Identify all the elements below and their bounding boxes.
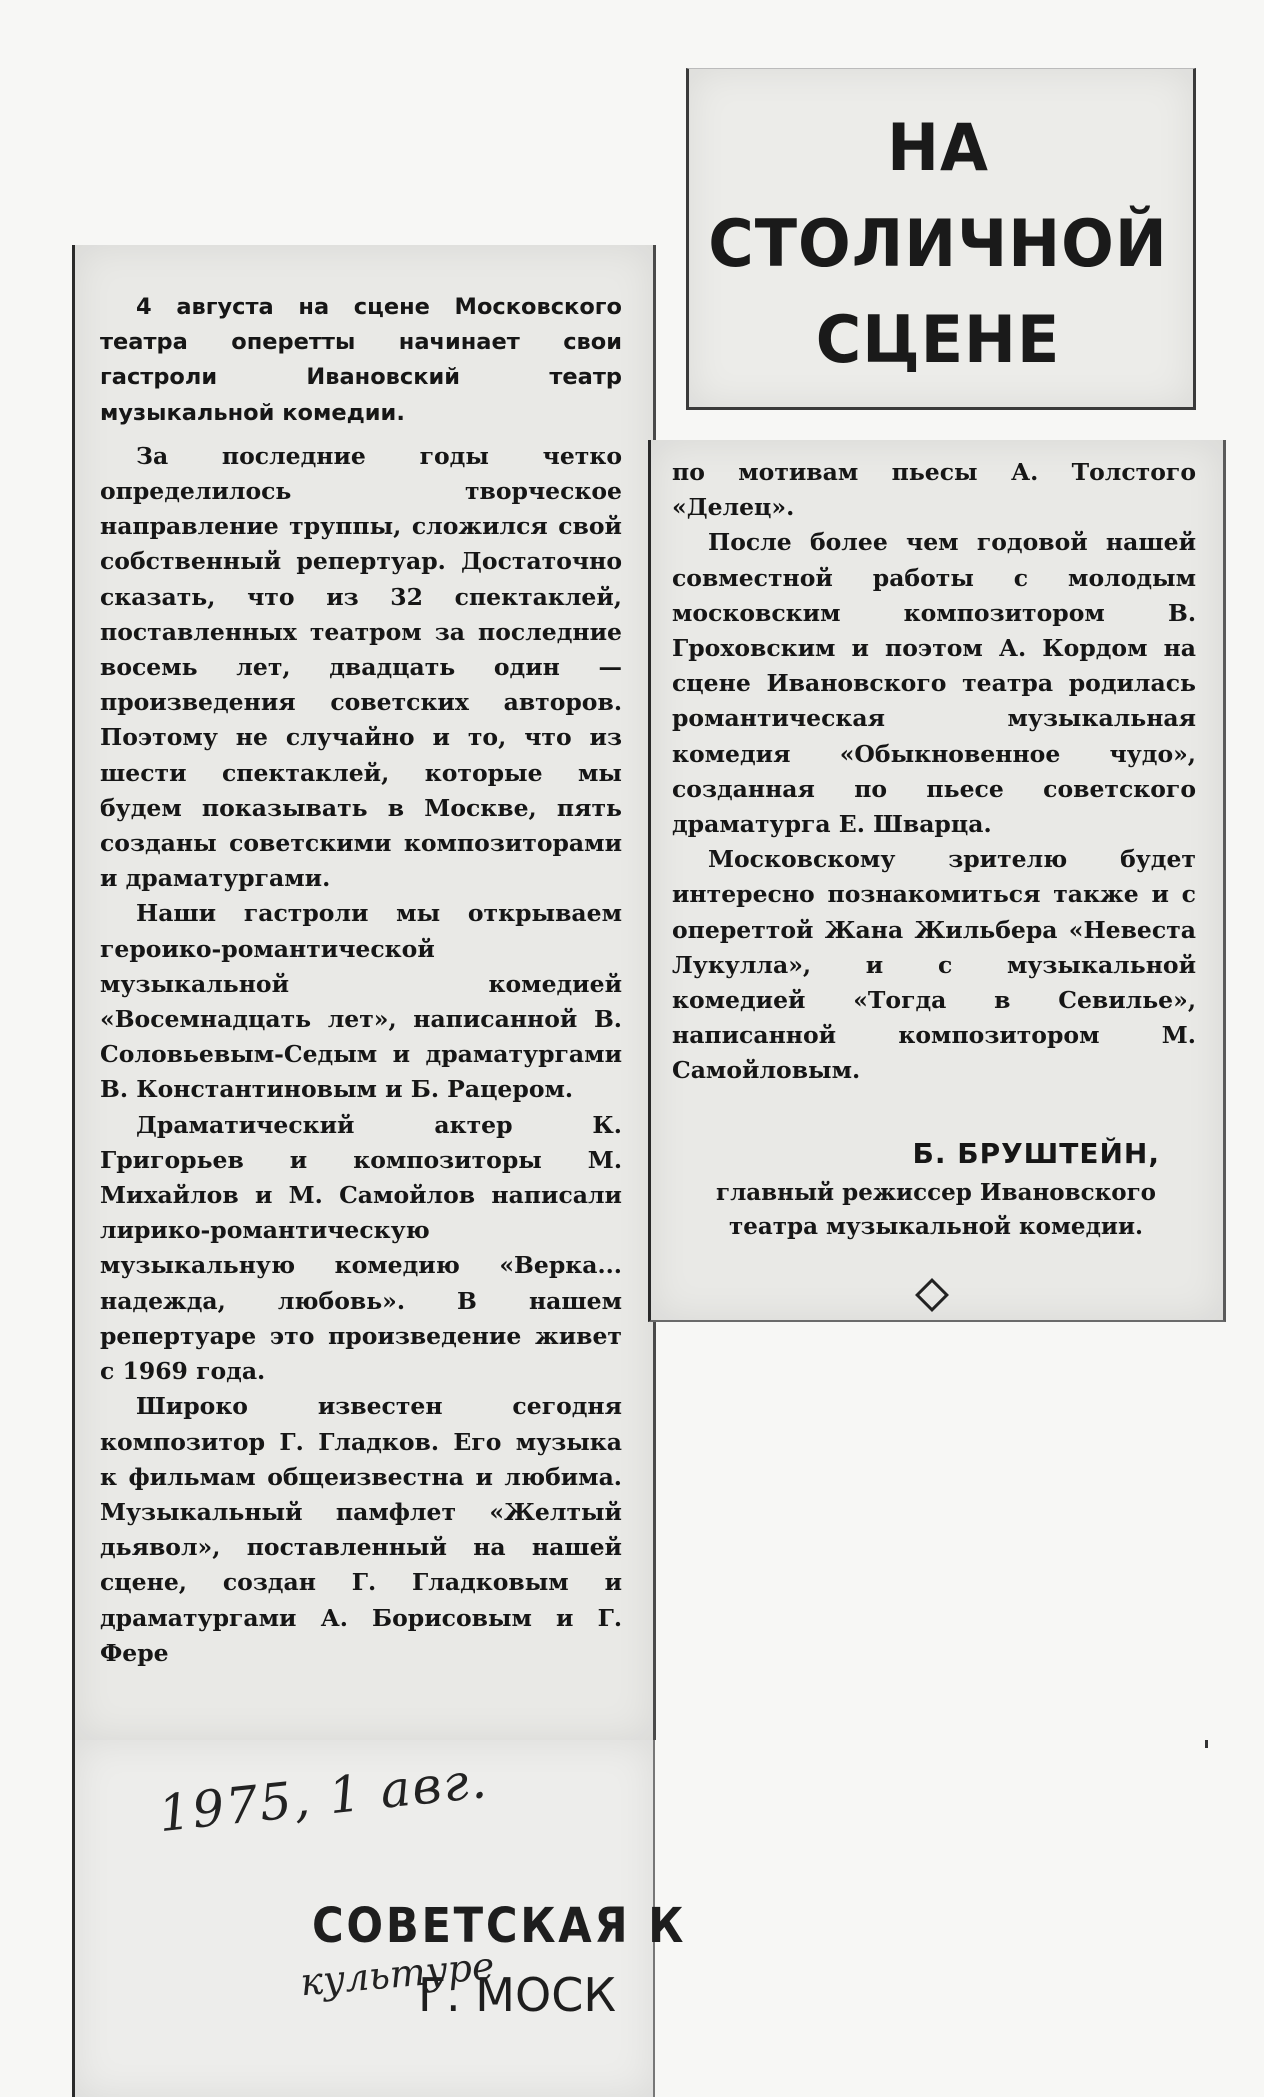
headline-line-2: СТОЛИЧНОЙ <box>708 205 1168 282</box>
article-paragraph: После более чем годовой нашей совместной работы с молодым московским композитором В. Гроховским и поэтом А. Кордом на сцене Ивановского театра родилась романтическая музыкальная комедия «Обыкновенное чудо», созданная по пьесе советского драматурга Е. Шварца. <box>672 528 1196 839</box>
newspaper-stamp-title: СОВЕТСКАЯ К <box>312 1898 687 1954</box>
newspaper-stamp-city: Г. МОСК <box>418 1968 616 2022</box>
article-lead: 4 августа на сцене Московского театра оперетты начинает свои гастроли Ивановский театр музыкальной комедии. <box>100 294 622 426</box>
article-paragraph: За последние годы четко определилось творческое направление труппы, сложился свой собственный репертуар. Достаточно сказать, что из 32 спектаклей, поставленных театром за последние восемь лет, двадцать один — произведения советских авторов. Поэтому не случайно и то, что из шести спектаклей, которые мы будем показывать в Москве, пять созданы советскими композиторами и драматургами. <box>100 441 622 893</box>
author-signature <box>672 1132 1160 1244</box>
article-continuation: по мотивам пьесы А. Толстого «Делец». <box>672 458 1196 522</box>
speck-mark <box>1205 1740 1208 1748</box>
article-paragraph: Наши гастроли мы открываем героико-романтической музыкальной комедией «Восемнадцать лет», написанной В. Соловьевым-Седым и драматургами В. Константиновым и Б. Рацером. <box>100 899 622 1104</box>
author-role: главный режиссер Ивановского театра музыкальной комедии. <box>715 1179 1157 1240</box>
article-left-column <box>100 290 622 1671</box>
author-name: Б. БРУШТЕЙН, <box>912 1137 1160 1170</box>
newspaper-stamp-handwritten: культуре <box>298 1943 497 2005</box>
article-paragraph: Московскому зрителю будет интересно познакомиться также и с опереттой Жана Жильбера «Невеста Лукулла», и с музыкальной комедией «Тогда в Севилье», написанной композитором М. Самойловым. <box>672 845 1196 1085</box>
headline-line-1: НА <box>887 109 989 186</box>
headline-line-3: СЦЕНЕ <box>815 301 1061 378</box>
headline <box>686 100 1190 388</box>
article-paragraph: Широко известен сегодня композитор Г. Гладков. Его музыка к фильмам общеизвестна и любима. Музыкальный памфлет «Желтый дьявол», поставленный на нашей сцене, создан Г. Гладковым и драматургами А. Борисовым и Г. Фере <box>100 1392 622 1667</box>
article-paragraph: Драматический актер К. Григорьев и композиторы М. Михайлов и М. Самойлов написали лирико-романтическую музыкальную комедию «Верка... надежда, любовь». В нашем репертуаре это произведение живет с 1969 года. <box>100 1110 622 1386</box>
handwritten-date: 1975, 1 авг. <box>155 1750 491 1844</box>
article-right-column <box>672 455 1196 1089</box>
